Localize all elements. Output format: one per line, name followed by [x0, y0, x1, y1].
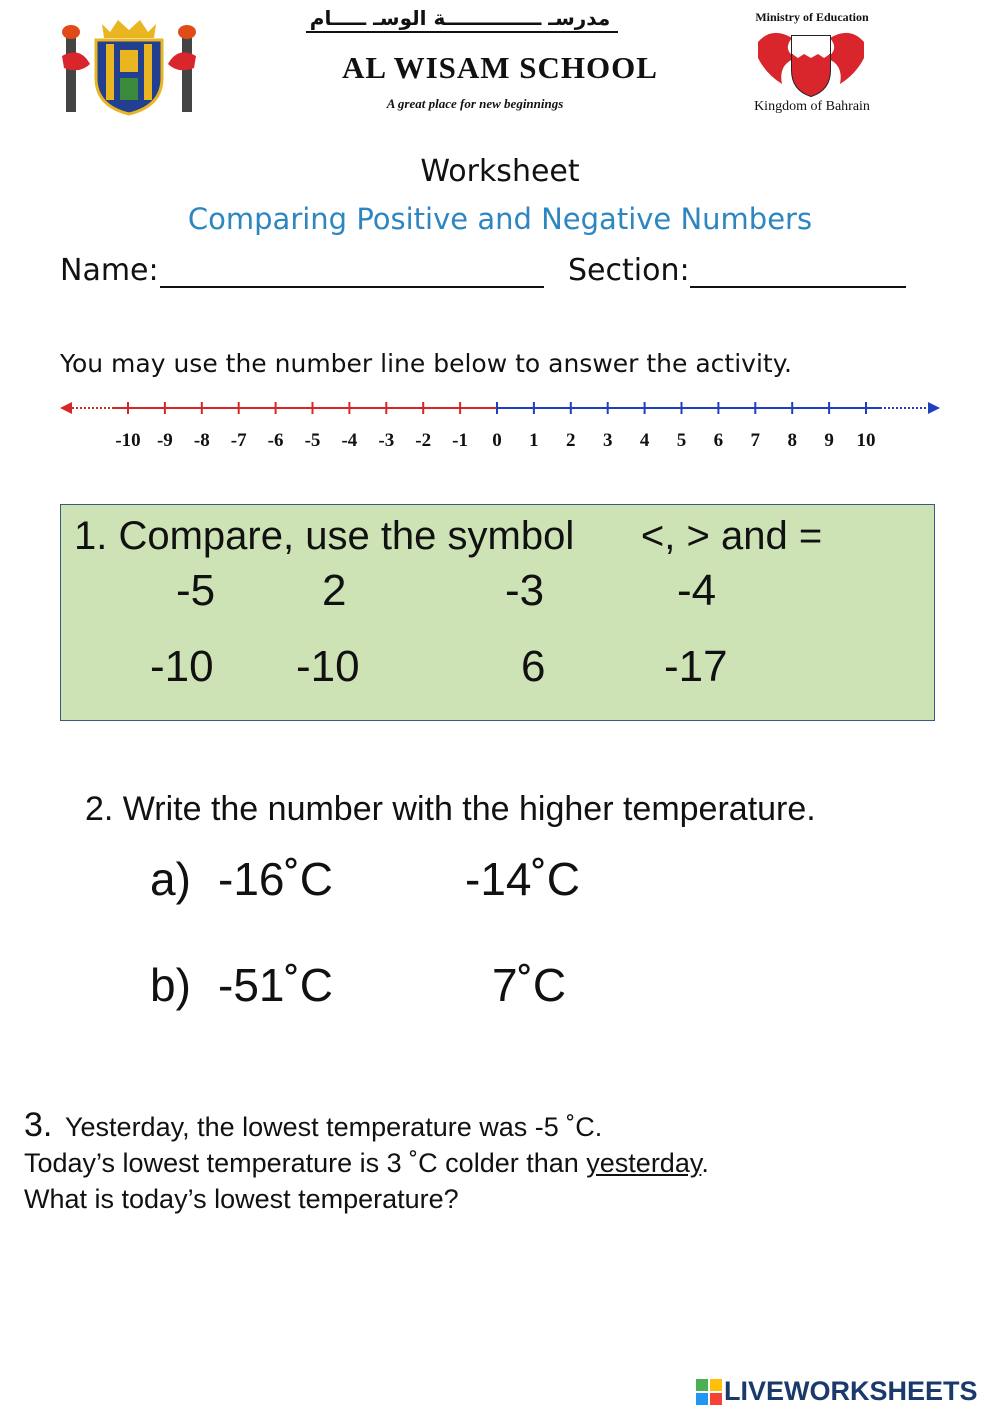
arrow-left-icon	[60, 402, 72, 414]
question3-line2	[24, 1148, 709, 1179]
number-line-label: 8	[787, 430, 797, 451]
q1-row2-num3: 6	[521, 642, 546, 691]
ministry-title: Ministry of Education	[755, 10, 869, 24]
q2-item-a-second: -14˚C	[465, 853, 581, 905]
bahrain-emblem-icon	[752, 24, 870, 98]
number-line-label: -9	[156, 430, 173, 451]
liveworksheets-logo	[696, 1376, 996, 1408]
number-line-label: -4	[341, 430, 358, 451]
question3-line3: What is today’s lowest temperature?	[24, 1184, 459, 1214]
number-line-label: -7	[230, 430, 247, 451]
question3-line2-end: .	[701, 1148, 709, 1178]
q2-item-a-label: a)	[150, 853, 191, 905]
number-line-label: 9	[824, 430, 834, 451]
section-label: Section:	[568, 253, 690, 288]
ministry-subtitle: Kingdom of Bahrain	[754, 99, 870, 114]
number-line-label: 2	[566, 430, 576, 451]
number-line	[56, 394, 944, 454]
question3-line1: Yesterday, the lowest temperature was -5 ˚C.	[65, 1112, 603, 1142]
q2-item-b-first: -51˚C	[218, 959, 334, 1011]
number-line-label: -2	[415, 430, 432, 451]
question1-prompt: 1. Compare, use the symbol <, > and =	[74, 514, 823, 558]
q1-row2-num4: -17	[664, 642, 728, 691]
school-tagline: A great place for new beginnings	[386, 96, 564, 111]
question3-line2-text: Today’s lowest temperature is 3 ˚C colder than	[24, 1148, 587, 1178]
q2-item-a-first: -16˚C	[218, 853, 334, 905]
number-line-label: -6	[267, 430, 284, 451]
number-line-label: 5	[676, 430, 687, 451]
number-line-label: -8	[193, 430, 210, 451]
number-line-label: -3	[378, 430, 395, 451]
number-line-label: 10	[856, 430, 876, 451]
name-label: Name:	[60, 253, 159, 288]
number-line-label: 0	[492, 430, 502, 451]
q1-row1-num1: -5	[176, 566, 216, 615]
q2-item-b-second: 7˚C	[492, 959, 567, 1011]
q1-row1-num2: 2	[322, 566, 347, 615]
section-field[interactable]	[690, 286, 906, 288]
q1-row1-num4: -4	[677, 566, 717, 615]
liveworksheets-logo-icon	[696, 1379, 722, 1405]
name-field[interactable]	[160, 286, 544, 288]
instruction-text: You may use the number line below to answer the activity.	[60, 349, 792, 378]
number-line-label: 7	[750, 430, 761, 451]
arrow-right-icon	[928, 402, 940, 414]
school-crest-icon	[60, 16, 198, 116]
q1-row1-num3: -3	[505, 566, 545, 615]
question3-number: 3.	[24, 1106, 53, 1144]
number-line-label: 6	[713, 430, 724, 451]
q1-row2-num2: -10	[296, 642, 360, 691]
worksheet-subtitle: Comparing Positive and Negative Numbers	[187, 202, 813, 236]
number-line-label: -5	[304, 430, 321, 451]
school-arabic-name: مدرسـ ــــــــــــــة الوسـ ـــــام	[309, 6, 611, 30]
question3-underlined-word: yesterday	[586, 1148, 702, 1178]
q2-item-b-label: b)	[150, 959, 191, 1011]
q1-row2-num1: -10	[150, 642, 214, 691]
number-line-label: -1	[452, 430, 469, 451]
number-line-label: 1	[529, 430, 539, 451]
worksheet-title: Worksheet	[420, 154, 580, 189]
arabic-name-underline	[306, 31, 618, 33]
number-line-label: 4	[639, 430, 650, 451]
number-line-label: -10	[115, 430, 141, 451]
number-line-label: 3	[602, 430, 613, 451]
liveworksheets-brand: LIVEWORKSHEETS	[724, 1376, 978, 1406]
question2-prompt: 2. Write the number with the higher temperature.	[85, 790, 816, 828]
school-name: AL WISAM SCHOOL	[342, 50, 658, 85]
